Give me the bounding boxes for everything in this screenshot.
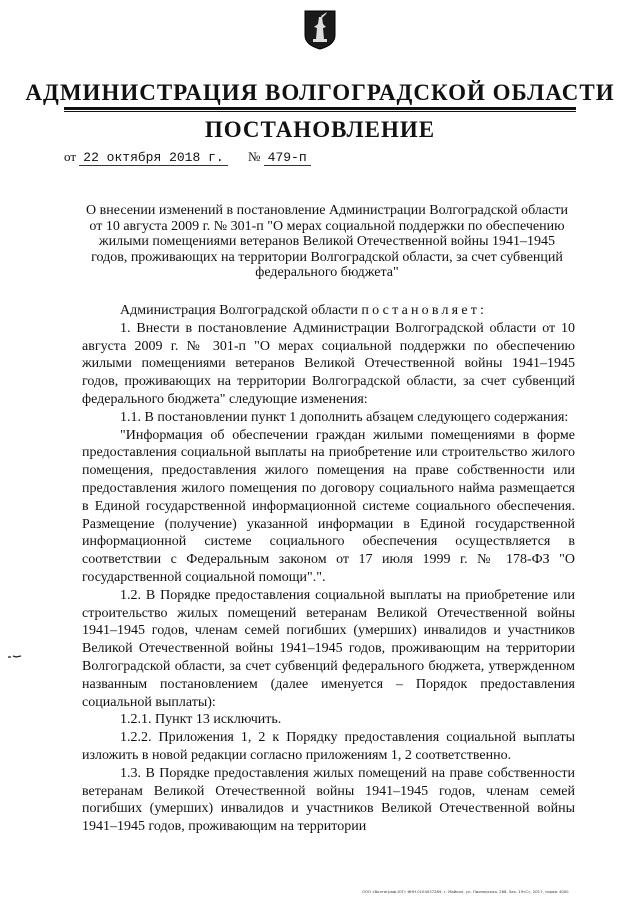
header-rule-thin — [64, 111, 576, 112]
document-date — [64, 149, 228, 165]
document-number — [248, 149, 311, 165]
quoted-addition: "Информация об обеспечении граждан жилыми помещениями в форме предоставления социальной выплаты на приобретение или строительство жилого помещения, предоставления жилого помещения на праве собственности или предоставления жилого помещения по договору социального найма размещается в Единой государственной информационной системе социального обеспечения. Размещение (получение) указанной информации в Единой государственной информационной системе социального обеспечения осуществляется в соответствии с Федеральным законом от 17 июля 1999 г. № 178-ФЗ "О государственной социальной помощи".". — [82, 427, 575, 585]
intro-lead: Администрация Волгоградской области — [120, 303, 362, 318]
paragraph-1-2-2: 1.2.2. Приложения 1, 2 к Порядку предоставления социальной выплаты изложить в новой редакции согласно приложениям 1, 2 соответственно. — [82, 730, 575, 763]
paragraph-1-2: 1.2. В Порядке предоставления социальной выплаты на приобретение или строительство жилых помещений ветеранам Великой Отечественной войны 1941–1945 годов, членам семей погибших (умерших) инвалидов и участников Великой Отечественной войны 1941–1945 годов, проживающим на территории Волгоградской области, за счет субвенций федерального бюджета, утвержденном названным постановлением (далее именуется – Порядок предоставления социальной выплаты): — [82, 587, 575, 710]
document-body — [82, 302, 575, 836]
paragraph-1-1: 1.1. В постановлении пункт 1 дополнить абзацем следующего содержания: — [120, 409, 569, 425]
margin-mark — [8, 654, 22, 660]
number-prefix: № — [248, 149, 261, 164]
intro-paragraph — [82, 302, 575, 320]
paragraph-1-2-1: 1.2.1. Пункт 13 исключить. — [120, 712, 282, 728]
volgograd-coat-of-arms-icon — [304, 10, 336, 50]
intro-resolves: постановляет: — [361, 303, 488, 318]
paragraph-1-3: 1.3. В Порядке предоставления жилых помещений на праве собственности ветеранам Великой Отечественной войны 1941–1945 годов, членам семей погибших (умерших) инвалидов и участников Великой Отечественной войны 1941–1945 годов, проживающим на территории — [82, 765, 575, 835]
number-value: 479-п — [264, 150, 311, 166]
header-rule-thick — [64, 107, 576, 110]
document-subject: О внесении изменений в постановление Администрации Волгоградской области от 10 августа 2009 г. № 301-п "О мерах социальной поддержки по обеспечению жилыми помещениями ветеранов Великой Отечественной войны 1941–1945 годов, проживающих на территории Волгоградской области, за счет субвенций федерального бюджета" — [86, 203, 568, 280]
document-type: ПОСТАНОВЛЕНИЕ — [204, 117, 436, 142]
date-value: 22 октября 2018 г. — [79, 150, 227, 166]
printer-imprint: ООО «Волгограф-ЮГ» ИНН 0104037289, г. Майкоп, ул. Пионерская, 268. Зак. 19«С», 2017, тираж 4000 — [362, 889, 569, 894]
paragraph-1: 1. Внести в постановление Администрации Волгоградской области от 10 августа 2009 г. № 301-п "О мерах социальной поддержки по обеспечению жилыми помещениями ветеранов Великой Отечественной войны 1941–1945 годов, проживающих на территории Волгоградской области, за счет субвенций федерального бюджета" следующие изменения: — [82, 320, 575, 407]
organization-title: АДМИНИСТРАЦИЯ ВОЛГОГРАДСКОЙ ОБЛАСТИ — [25, 80, 615, 105]
date-prefix: от — [64, 149, 77, 164]
